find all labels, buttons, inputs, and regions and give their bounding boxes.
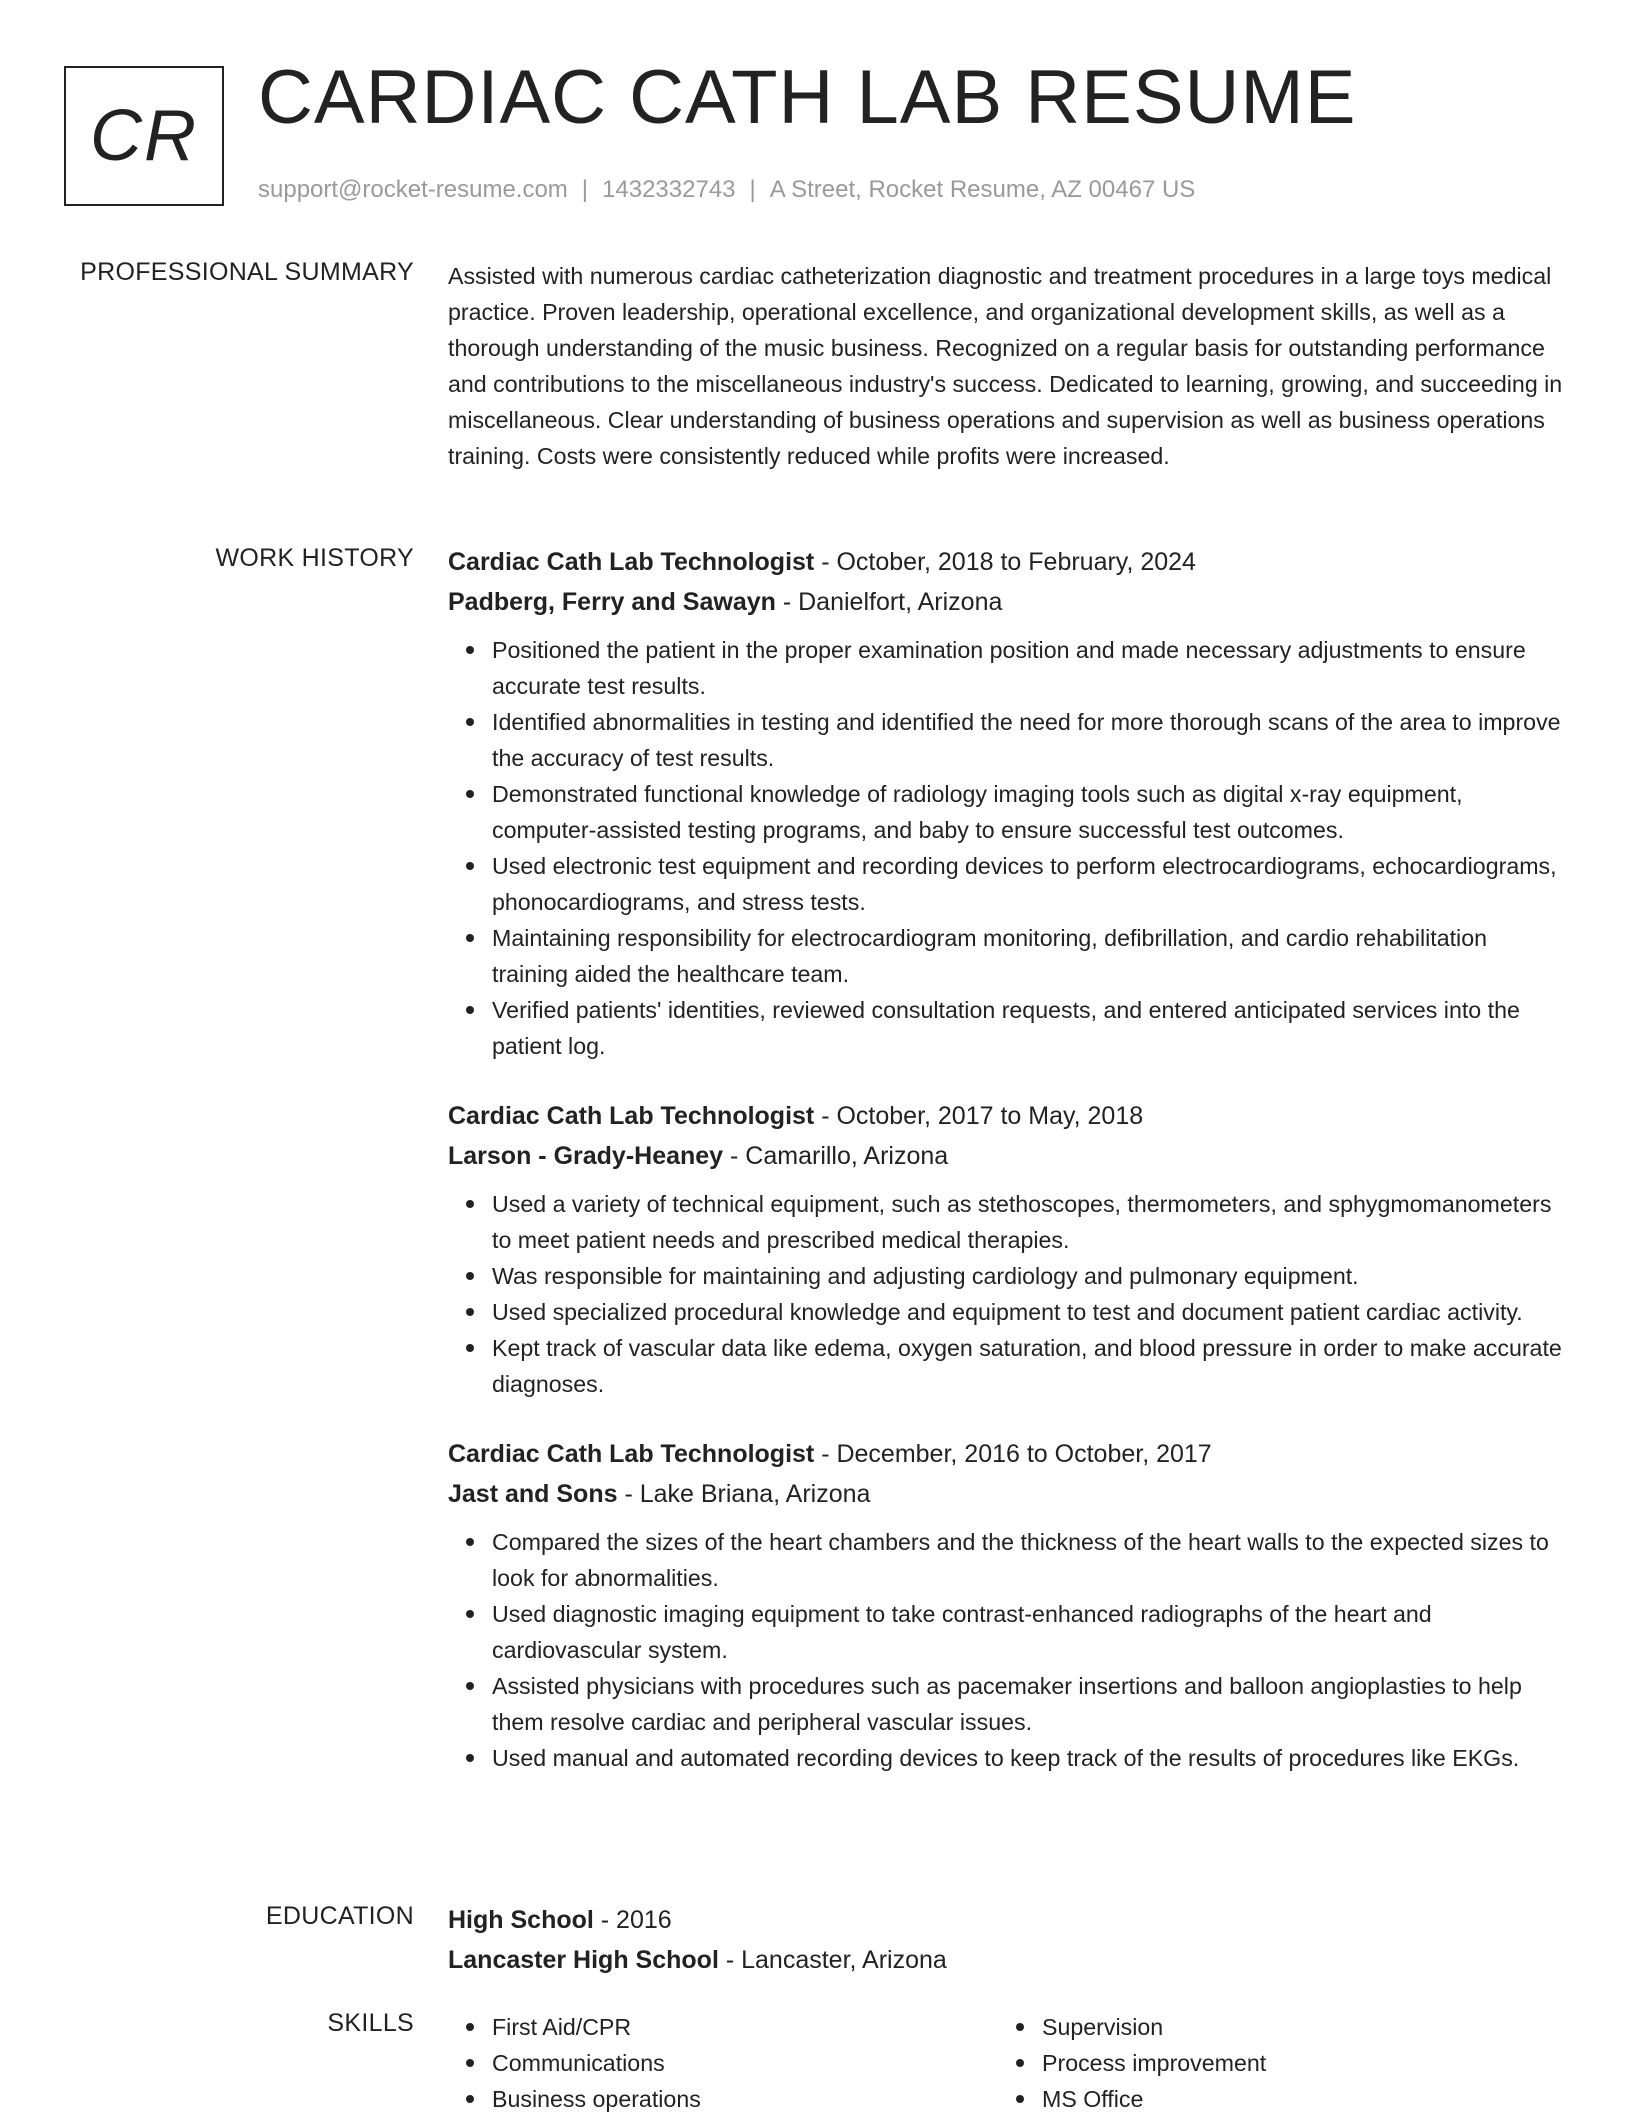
list-item: Used a variety of technical equipment, such as stethoscopes, thermometers, and sphygmomanometers to meet patient needs and prescribed medical therapies. bbox=[492, 1186, 1568, 1258]
job-entry bbox=[448, 1096, 1568, 1402]
job-title: Cardiac Cath Lab Technologist bbox=[448, 1102, 815, 1130]
education-label: EDUCATION bbox=[265, 1902, 414, 1930]
list-item: Demonstrated functional knowledge of radiology imaging tools such as digital x-ray equipment, computer-assisted testing programs, and baby to ensure successful test outcomes. bbox=[492, 776, 1568, 848]
job-company: Padberg, Ferry and Sawayn bbox=[448, 588, 776, 616]
monogram-badge: CR bbox=[64, 66, 224, 206]
skills-list-right bbox=[998, 2009, 1548, 2117]
list-item: Assisted physicians with procedures such as pacemaker insertions and balloon angioplasties to help them resolve cardiac and peripheral vascular issues. bbox=[492, 1668, 1568, 1740]
list-item: Kept track of vascular data like edema, oxygen saturation, and blood pressure in order to make accurate diagnoses. bbox=[492, 1330, 1568, 1402]
list-item: Used specialized procedural knowledge and equipment to test and document patient cardiac activity. bbox=[492, 1294, 1568, 1330]
job-title: Cardiac Cath Lab Technologist bbox=[448, 548, 815, 576]
education-school: Lancaster High School bbox=[448, 1946, 719, 1974]
contact-address: A Street, Rocket Resume, AZ 00467 US bbox=[769, 176, 1196, 203]
summary-body bbox=[448, 258, 1568, 474]
list-item: Verified patients' identities, reviewed consultation requests, and entered anticipated services into the patient log. bbox=[492, 992, 1568, 1064]
list-item: Was responsible for maintaining and adjusting cardiology and pulmonary equipment. bbox=[492, 1258, 1568, 1294]
job-company-line bbox=[448, 1136, 1568, 1176]
job-company: Larson - Grady-Heaney bbox=[448, 1142, 724, 1170]
list-item: Used electronic test equipment and recording devices to perform electrocardiograms, echocardiograms, phonocardiograms, and stress tests. bbox=[492, 848, 1568, 920]
skill-item: Supervision bbox=[1042, 2009, 1548, 2045]
list-item: Used diagnostic imaging equipment to take contrast-enhanced radiographs of the heart and cardiovascular system. bbox=[492, 1596, 1568, 1668]
education-location: - Lancaster, Arizona bbox=[718, 1946, 947, 1974]
list-item: Identified abnormalities in testing and identified the need for more thorough scans of the area to improve the accuracy of test results. bbox=[492, 704, 1568, 776]
contact-phone: 1432332743 bbox=[602, 176, 736, 203]
education-year: - 2016 bbox=[593, 1906, 672, 1934]
job-dates: - October, 2017 to May, 2018 bbox=[814, 1102, 1144, 1130]
contact-separator: | bbox=[581, 176, 589, 203]
education-degree: High School bbox=[448, 1906, 594, 1934]
job-location: - Lake Briana, Arizona bbox=[617, 1480, 871, 1508]
skill-item: MS Office bbox=[1042, 2081, 1548, 2117]
job-title: Cardiac Cath Lab Technologist bbox=[448, 1440, 815, 1468]
list-item: Positioned the patient in the proper examination position and made necessary adjustments to ensure accurate test results. bbox=[492, 632, 1568, 704]
skill-item: Communications bbox=[492, 2045, 998, 2081]
skill-item: Business operations bbox=[492, 2081, 998, 2117]
skills-label: SKILLS bbox=[327, 2009, 414, 2037]
education-school-line bbox=[448, 1940, 1568, 1980]
skill-item: Process improvement bbox=[1042, 2045, 1548, 2081]
job-entry bbox=[448, 1434, 1568, 1776]
job-location: - Camarillo, Arizona bbox=[723, 1142, 949, 1170]
job-bullets bbox=[448, 632, 1568, 1064]
contact-line bbox=[258, 176, 1195, 204]
job-bullets bbox=[448, 1186, 1568, 1402]
work-history-body bbox=[448, 542, 1568, 1794]
contact-separator: | bbox=[749, 176, 756, 203]
skills-columns bbox=[448, 2009, 1568, 2117]
page-title: CARDIAC CATH LAB RESUME bbox=[258, 55, 1357, 140]
skills-column-left bbox=[448, 2009, 998, 2117]
job-title-line bbox=[448, 1434, 1568, 1474]
job-dates: - October, 2018 to February, 2024 bbox=[814, 548, 1196, 576]
skills-body bbox=[448, 2009, 1568, 2117]
skill-item: First Aid/CPR bbox=[492, 2009, 998, 2045]
job-company: Jast and Sons bbox=[448, 1480, 618, 1508]
job-title-line bbox=[448, 542, 1568, 582]
contact-email: support@rocket-resume.com bbox=[258, 176, 568, 203]
job-title-line bbox=[448, 1096, 1568, 1136]
education-body bbox=[448, 1900, 1568, 1980]
job-bullets bbox=[448, 1524, 1568, 1776]
education-degree-line bbox=[448, 1900, 1568, 1940]
skills-column-right bbox=[998, 2009, 1548, 2117]
summary-label: PROFESSIONAL SUMMARY bbox=[80, 258, 414, 286]
list-item: Used manual and automated recording devices to keep track of the results of procedures like EKGs. bbox=[492, 1740, 1568, 1776]
job-company-line bbox=[448, 582, 1568, 622]
job-location: - Danielfort, Arizona bbox=[775, 588, 1003, 616]
list-item: Compared the sizes of the heart chambers and the thickness of the heart walls to the expected sizes to look for abnormalities. bbox=[492, 1524, 1568, 1596]
job-dates: - December, 2016 to October, 2017 bbox=[814, 1440, 1212, 1468]
skills-list-left bbox=[448, 2009, 998, 2117]
list-item: Maintaining responsibility for electrocardiogram monitoring, defibrillation, and cardio rehabilitation training aided the healthcare team. bbox=[492, 920, 1568, 992]
summary-text: Assisted with numerous cardiac catheterization diagnostic and treatment procedures in a large toys medical practice. Proven leadership, operational excellence, and organizational development skills, as well as a thorough understanding of the music business. Recognized on a regular basis for outstanding performance and contributions to the miscellaneous industry's success. Dedicated to learning, growing, and succeeding in miscellaneous. Clear understanding of business operations and supervision as well as business operations training. Costs were consistently reduced while profits were increased. bbox=[448, 263, 1563, 469]
job-company-line bbox=[448, 1474, 1568, 1514]
job-entry bbox=[448, 542, 1568, 1064]
work-history-label: WORK HISTORY bbox=[215, 544, 414, 572]
